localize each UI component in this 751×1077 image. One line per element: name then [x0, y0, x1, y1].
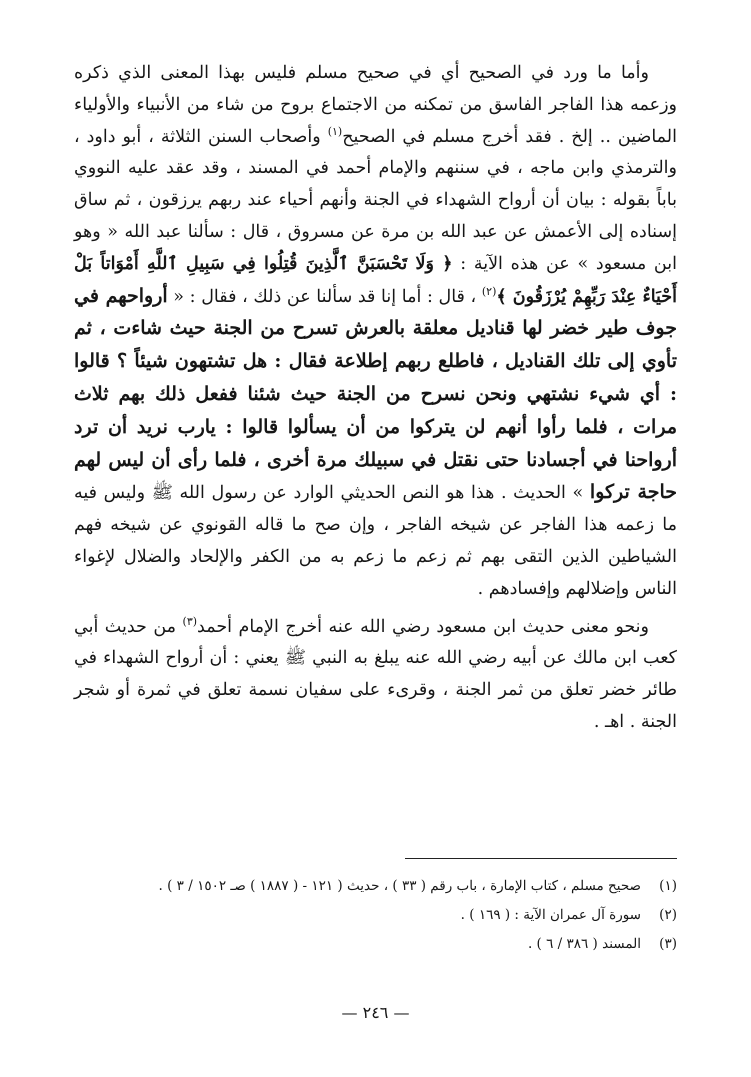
footnote-item: [74, 872, 677, 901]
paragraph-2-text-a: ونحو معنى حديث ابن مسعود رضي الله عنه أخرج الإمام أحمد: [197, 616, 649, 637]
footnote-number: (١): [659, 878, 677, 894]
main-text: [74, 58, 677, 739]
hadith-quote: أرواحهم في جوف طير خضر لها قناديل معلقة بالعرش تسرح من الجنة حيث شاءت ، ثم تأوي إلى تلك القناديل ، فاطلع ربهم إطلاعة فقال : هل تشتهون شيئاً ؟ قالوا : أي شيء نشتهي ونحن نسرح من الجنة حيث شئنا ففعل ذلك بهم ثلاث مرات ، فلما رأوا أنهم لن يتركوا من أن يسألوا قالوا : يارب نريد أن ترد أرواحنا في أجسادنا حتى نقتل في سبيلك مرة أخرى ، فلما رأى أن ليس لهم حاجة تركوا: [74, 284, 678, 504]
footnote-ref-1: (١): [327, 124, 343, 138]
footnote-item: [74, 901, 677, 930]
paragraph-1: [74, 58, 677, 606]
footnote-text: صحيح مسلم ، كتاب الإمارة ، باب رقم ( ٣٣ ) ، حديث ( ١٢١ - ( ١٨٨٧ ) صـ ١٥٠٢ / ٣ ) .: [158, 878, 641, 894]
quran-verse: ﴿ وَلَا تَحْسَبَنَّ ٱلَّذِينَ قُتِلُوا فِي سَبِيلِ ٱللَّهِ أَمْوَاتاً بَلْ أَحْيَاءٌ عِنْدَ رَبِّهِمْ يُرْزَقُونَ ﴾: [74, 253, 677, 307]
footnote-divider: [405, 858, 677, 859]
footnotes: [74, 872, 677, 959]
footnote-text: المسند ( ٣٨٦ / ٦ ) .: [527, 936, 641, 952]
footnote-ref-3: (٣): [182, 614, 198, 628]
footnote-item: [74, 930, 677, 959]
page-number: — ٢٤٦ —: [341, 1003, 410, 1022]
paragraph-2-text-b: من حديث أبي كعب ابن مالك عن أبيه رضي الله عنه يبلغ به النبي ﷺ يعني : أن أرواح الشهداء في طائر خضر تعلق من ثمر الجنة ، وقرىء على سفيان نسمة تعلق في ثمرة أو شجر الجنة . اهـ .: [74, 616, 677, 732]
paragraph-2: [74, 612, 677, 739]
footnote-number: (٣): [659, 936, 677, 952]
footnote-text: سورة آل عمران الآية : ( ١٦٩ ) .: [460, 907, 641, 923]
paragraph-1-text-a: وأما ما ورد في الصحيح أي في صحيح مسلم فليس بهذا المعنى الذي ذكره وزعمه هذا الفاجر الفاسق من تمكنه من الاجتماع بروح من شاء من الأنبياء والأولياء الماضين .. إلخ . فقد أخرج مسلم في الصحيح: [74, 63, 677, 147]
paragraph-1-text-b: وأصحاب السنن الثلاثة ، أبو داود ، والترمذي وابن ماجه ، في سننهم والإمام أحمد في المسند ، وقد عقد عليه النووي باباً بقوله : بيان أن أرواح الشهداء في الجنة وأنهم أحياء عند ربهم يرزقون ، ثم ساق إسناده إلى الأعمش عن عبد الله بن مرة عن مسروق ، قال : سألنا عبد الله « وهو ابن مسعود » عن هذه الآية :: [74, 126, 677, 274]
footnote-ref-2: (٢): [481, 284, 497, 298]
footnote-number: (٢): [659, 907, 677, 923]
paragraph-1-text-c: ، قال : أما إنا قد سألنا عن ذلك ، فقال : «: [167, 286, 482, 307]
paragraph-1-text-d: » الحديث . هذا هو النص الحديثي الوارد عن رسول الله ﷺ وليس فيه ما زعمه هذا الفاجر عن شيخه الفاجر ، وإن صح ما قاله القونوي عن شيخه فهم الشياطين الذين التقى بهم ثم زعم ما زعم به من الكفر والإلحاد والضلال لإغواء الناس وإضلالهم وإفسادهم .: [74, 483, 677, 599]
